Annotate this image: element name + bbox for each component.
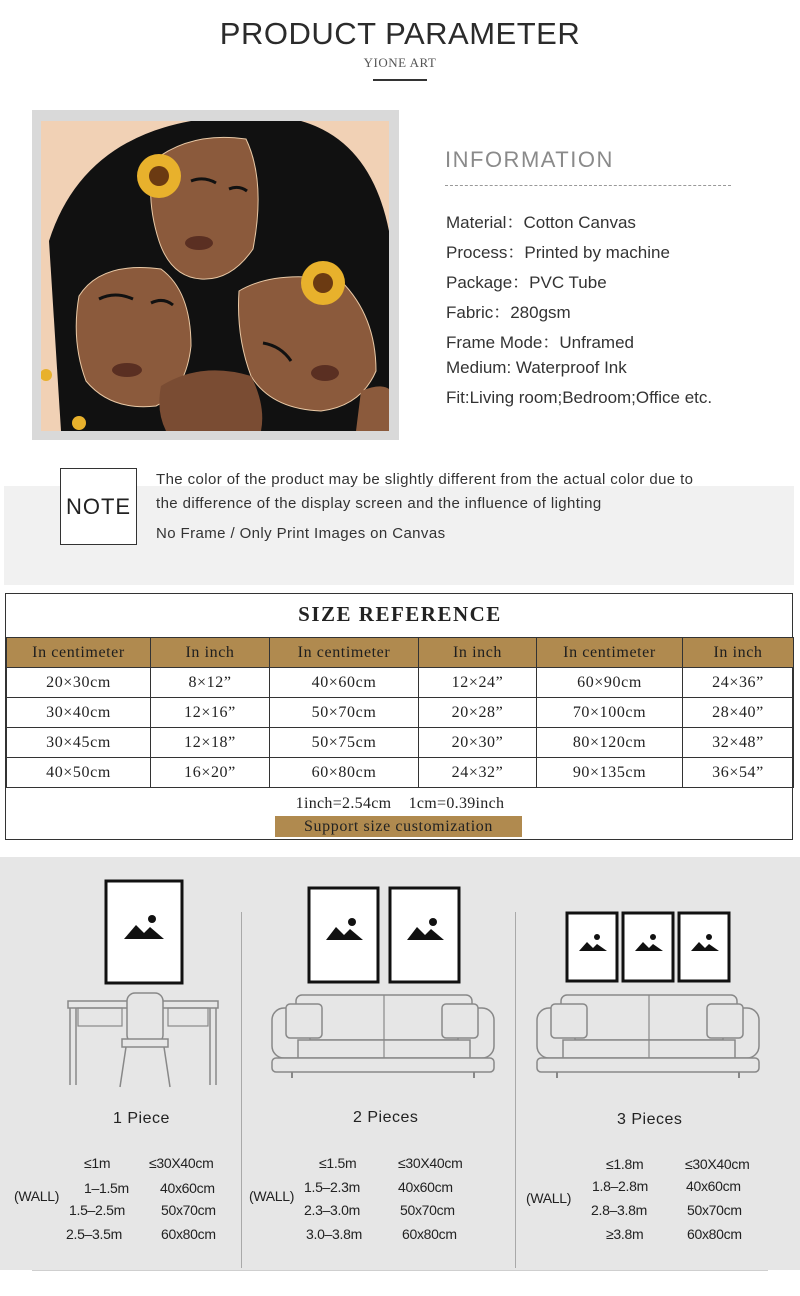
wall-width: 1.5–2.3m [304,1179,360,1195]
col-header: In centimeter [270,638,419,668]
table-cell: 30×45cm [7,728,151,758]
one-piece-label: 1 Piece [113,1110,170,1127]
canvas-size: 40x60cm [160,1180,215,1196]
information-divider [445,185,731,186]
canvas-size: 60x80cm [402,1226,457,1242]
table-cell: 36×54” [683,758,794,788]
table-cell: 30×40cm [7,698,151,728]
wall-width: ≤1.5m [319,1155,357,1171]
table-row [7,728,794,758]
one-piece-illustration [60,875,225,1090]
table-row [7,758,794,788]
table-row [7,668,794,698]
wall-width: 2.5–3.5m [66,1226,122,1242]
brand-subtitle: YIONE ART [363,55,437,70]
table-cell: 50×70cm [270,698,419,728]
page-title: PRODUCT PARAMETER [219,16,581,51]
info-material: Material：Cotton Canvas [446,213,636,232]
wall-width: 2.8–3.8m [591,1202,647,1218]
wall-width: ≥3.8m [606,1226,644,1242]
info-package: Package：PVC Tube [446,273,607,292]
size-table-header-row [7,638,794,668]
size-reference-title: SIZE REFERENCE [298,602,502,626]
two-piece-illustration [268,880,498,1080]
canvas-size: ≤30X40cm [149,1155,214,1171]
table-cell: 40×50cm [7,758,151,788]
wall-label: (WALL) [526,1190,572,1206]
note-label: NOTE [60,468,137,545]
wall-width: 1.5–2.5m [69,1202,125,1218]
table-cell: 12×24” [419,668,537,698]
size-table [6,637,794,788]
col-header: In inch [419,638,537,668]
table-cell: 12×18” [151,728,270,758]
table-cell: 20×30cm [7,668,151,698]
table-cell: 16×20” [151,758,270,788]
canvas-size: ≤30X40cm [398,1155,463,1171]
col-header: In inch [683,638,794,668]
table-cell: 20×28” [419,698,537,728]
wall-width: ≤1m [84,1155,111,1171]
col-header: In inch [151,638,270,668]
wall-width: 1.8–2.8m [592,1178,648,1194]
table-cell: 80×120cm [537,728,683,758]
two-pieces-label: 2 Pieces [353,1109,419,1126]
wall-label: (WALL) [14,1188,60,1204]
col-header: In centimeter [537,638,683,668]
three-pieces-label: 3 Pieces [617,1111,683,1128]
title-underline [373,79,427,81]
wall-width: 3.0–3.8m [306,1226,362,1242]
table-cell: 70×100cm [537,698,683,728]
canvas-size: 50x70cm [161,1202,216,1218]
info-fit: Fit:Living room;Bedroom;Office etc. [446,388,713,407]
note-text-line-1: The color of the product may be slightly different from the actual color due to [156,471,694,488]
panel-divider [241,912,242,1268]
table-cell: 20×30” [419,728,537,758]
table-cell: 24×32” [419,758,537,788]
canvas-size: 40x60cm [686,1178,741,1194]
table-cell: 32×48” [683,728,794,758]
note-text-line-2: the difference of the display screen and the influence of lighting [156,495,602,512]
canvas-size: 40x60cm [398,1179,453,1195]
canvas-size: 60x80cm [687,1226,742,1242]
panel-divider [515,912,516,1268]
information-heading: INFORMATION [445,147,614,172]
note-text-line-3: No Frame / Only Print Images on Canvas [156,525,446,542]
info-frame-mode: Frame Mode：Unframed [446,333,635,352]
canvas-size: 50x70cm [687,1202,742,1218]
table-cell: 24×36” [683,668,794,698]
table-cell: 40×60cm [270,668,419,698]
wall-width: 2.3–3.0m [304,1202,360,1218]
info-process: Process：Printed by machine [446,243,670,262]
wall-label: (WALL) [249,1188,295,1204]
col-header: In centimeter [7,638,151,668]
canvas-size: ≤30X40cm [685,1156,750,1172]
unit-conversion: 1inch=2.54cm 1cm=0.39inch [295,795,505,812]
bottom-divider [32,1270,768,1271]
table-cell: 90×135cm [537,758,683,788]
canvas-size: 50x70cm [400,1202,455,1218]
table-row [7,698,794,728]
table-cell: 28×40” [683,698,794,728]
wall-width: 1–1.5m [84,1180,129,1196]
table-cell: 8×12” [151,668,270,698]
table-cell: 60×80cm [270,758,419,788]
customization-badge: Support size customization [275,816,522,837]
artwork-image [41,121,389,431]
canvas-size: 60x80cm [161,1226,216,1242]
info-fabric: Fabric：280gsm [446,303,571,322]
info-medium: Medium: Waterproof Ink [446,358,627,377]
table-cell: 60×90cm [537,668,683,698]
wall-width: ≤1.8m [606,1156,644,1172]
three-piece-illustration [533,905,763,1085]
table-cell: 12×16” [151,698,270,728]
table-cell: 50×75cm [270,728,419,758]
